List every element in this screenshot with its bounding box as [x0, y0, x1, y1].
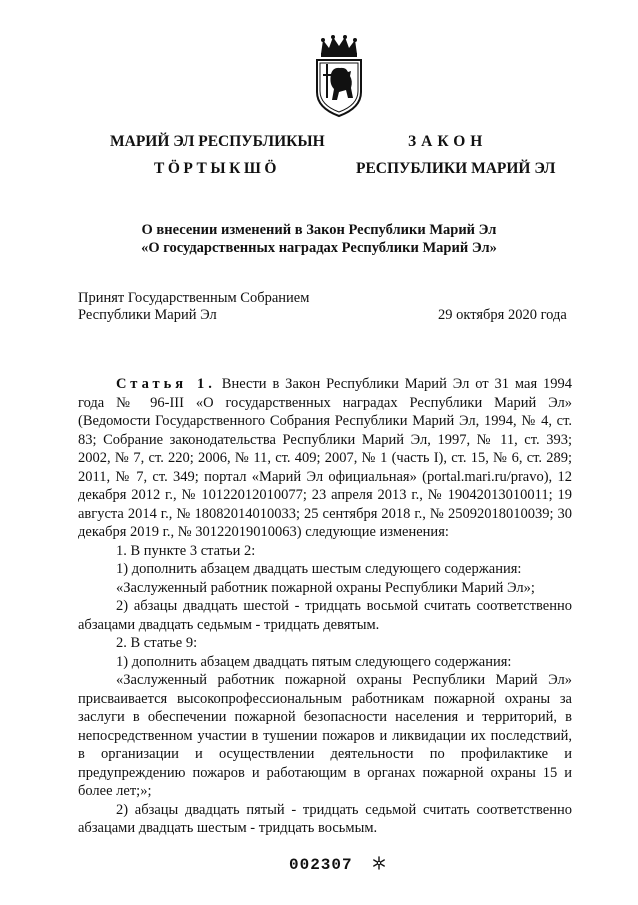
- header-left-line2: ТӦРТЫКШӦ: [154, 160, 280, 177]
- header-left-line1: МАРИЙ ЭЛ РЕСПУБЛИКЫН: [110, 133, 325, 150]
- document-title-line1: О внесении изменений в Закон Республики Марий Эл: [141, 222, 497, 238]
- coat-of-arms-icon: [313, 34, 365, 118]
- header-right-line1: ЗАКОН: [408, 133, 488, 150]
- article-paragraph: «Заслуженный работник пожарной охраны Республики Марий Эл»;: [116, 579, 535, 596]
- article-paragraph: «Заслуженный работник пожарной охраны Республики Марий Эл» присваивается высокопрофессиональным работникам пожарной охраны за заслуги в обеспечении пожарной безопасности населения и территорий, в непосредственном участии в тушении пожаров и ликвидации их последствий, в организации и осуществлении деятельности по профилактике и предупреждению пожаров и работающим в органах пожарной охраны 15 и более лет;»;: [78, 672, 572, 799]
- footer-number: 002307: [289, 856, 353, 874]
- adoption-line2: Республики Марий Эл: [78, 307, 217, 323]
- article-paragraph: 2) абзацы двадцать шестой - тридцать восьмой считать соответственно абзацами двадцать седьмым - тридцать девятым.: [78, 598, 572, 633]
- article-paragraph: 1. В пункте 3 статьи 2:: [116, 542, 256, 559]
- article-intro: [78, 375, 572, 542]
- snowflake-icon: [372, 856, 386, 870]
- article-paragraph: 1) дополнить абзацем двадцать шестым следующего содержания:: [116, 561, 522, 577]
- article-paragraph: 2) абзацы двадцать пятый - тридцать седьмой считать соответственно абзацами двадцать шестым - тридцать восьмым.: [78, 801, 572, 836]
- header-right-line2: РЕСПУБЛИКИ МАРИЙ ЭЛ: [356, 160, 556, 177]
- article-body: [78, 375, 572, 838]
- document-title-line2: «О государственных наградах Республики Марий Эл»: [141, 240, 497, 256]
- article-label: Статья 1.: [116, 376, 216, 392]
- article-intro-text: Внести в Закон Республики Марий Эл от 31 мая 1994 года № 96-III «О государственных наградах Республики Марий Эл» (Ведомости Государственного Собрания Республики Марий Эл, 1994, № 4, ст. 83; Собрание законодательства Республики Марий Эл, 1997, № 11, ст. 393; 2002, № 7, ст. 220; 2006, № 11, ст. 409; 2007, № 1 (часть I), ст. 15, № 6, ст. 289; 2011, № 7, ст. 349; портал «Марий Эл официальная» (portal.mari.ru/pravo), 12 декабря 2012 г., № 10122012010077; 23 апреля 2013 г., № 19042013010011; 19 августа 2014 г., № 18082014010033; 25 сентября 2018 г., № 25092018010039; 30 декабря 2019 г., № 30122019010063) следующие изменения:: [78, 376, 573, 540]
- article-paragraph: 1) дополнить абзацем двадцать пятым следующего содержания:: [116, 653, 512, 670]
- article-paragraph: 2. В статье 9:: [116, 635, 198, 651]
- adoption-line1: Принят Государственным Собранием: [78, 290, 310, 306]
- adoption-date: 29 октября 2020 года: [438, 307, 567, 323]
